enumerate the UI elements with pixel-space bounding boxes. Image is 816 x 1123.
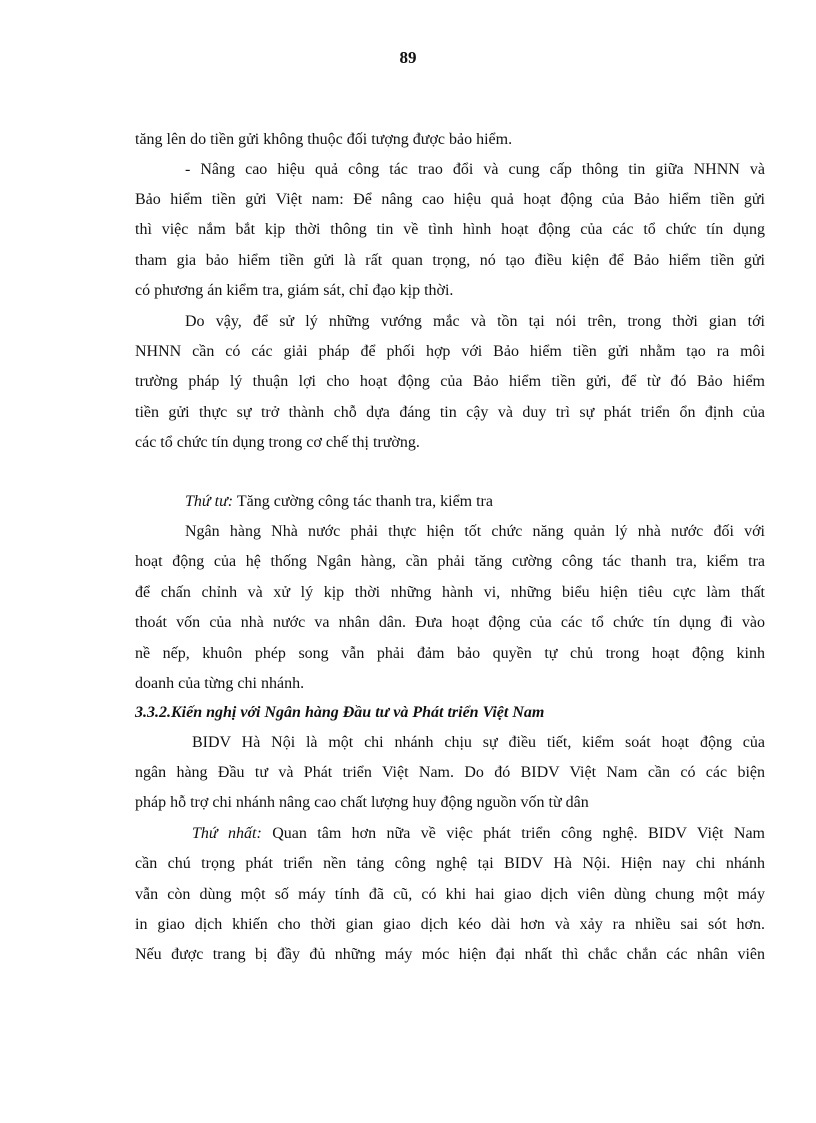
- text-line: pháp hỗ trợ chi nhánh nâng cao chất lượng huy động nguồn vốn từ dân: [135, 794, 589, 811]
- text-line: Do vậy, để sử lý những vướng mắc và tồn tại nói trên, trong thời gian tới: [185, 313, 765, 330]
- text-line: Nếu được trang bị đầy đủ những máy móc hiện đại nhất thì chắc chắn các nhân viên: [135, 946, 765, 963]
- text-line: cần chú trọng phát triển nền tảng công nghệ tại BIDV Hà Nội. Hiện nay chi nhánh: [135, 855, 765, 872]
- text-line: trường pháp lý thuận lợi cho hoạt động của Bảo hiểm tiền gửi, để từ đó Bảo hiểm: [135, 373, 765, 390]
- subheading-text: Tăng cường công tác thanh tra, kiểm tra: [233, 493, 493, 510]
- text-line: hoạt động của hệ thống Ngân hàng, cần phải tăng cường công tác thanh tra, kiểm tra: [135, 553, 765, 570]
- text-line: có phương án kiểm tra, giám sát, chỉ đạo kịp thời.: [135, 282, 454, 299]
- text-line: thì việc nắm bắt kịp thời thông tin về tình hình hoạt động của các tổ chức tín dụng: [135, 221, 765, 238]
- subheading-label: Thứ tư:: [185, 493, 234, 510]
- subheading-line: [185, 493, 493, 511]
- text-line: nề nếp, khuôn phép song vẫn phải đảm bảo quyền tự chủ trong hoạt động kinh: [135, 645, 765, 662]
- text-line: thoát vốn của nhà nước va nhân dân. Đưa hoạt động của các tổ chức tín dụng đi vào: [135, 614, 765, 631]
- text-line: - Nâng cao hiệu quả công tác trao đổi và cung cấp thông tin giữa NHNN và: [185, 161, 765, 178]
- text-line: in giao dịch khiến cho thời gian giao dịch kéo dài hơn và xảy ra nhiều sai sót hơn.: [135, 916, 765, 933]
- text-line: doanh của từng chi nhánh.: [135, 675, 305, 692]
- text-line: BIDV Hà Nội là một chi nhánh chịu sự điều tiết, kiểm soát hoạt động của: [192, 734, 765, 751]
- text-line: NHNN cần có các giải pháp để phối hợp với Bảo hiểm tiền gửi nhằm tạo ra môi: [135, 343, 765, 360]
- text-line: Bảo hiểm tiền gửi Việt nam: Để nâng cao hiệu quả hoạt động của Bảo hiểm tiền gửi: [135, 191, 765, 208]
- section-heading: 3.3.2.Kiến nghị với Ngân hàng Đầu tư và Phát triển Việt Nam: [135, 704, 545, 721]
- text-line: tăng lên do tiền gửi không thuộc đối tượng được bảo hiểm.: [135, 131, 513, 148]
- paragraph-label: Thứ nhất:: [192, 825, 262, 842]
- text-line: tham gia bảo hiểm tiền gửi là rất quan trọng, nó tạo điều kiện để Bảo hiểm tiền gửi: [135, 252, 765, 269]
- text-line: vẫn còn dùng một số máy tính đã cũ, có khi hai giao dịch viên dùng chung một máy: [135, 886, 765, 903]
- text-line: [192, 825, 765, 843]
- text-line: để chấn chỉnh và xử lý kịp thời những hành vi, những biểu hiện tiêu cực làm thất: [135, 584, 765, 601]
- page-number: 89: [399, 48, 417, 67]
- text-line: Ngân hàng Nhà nước phải thực hiện tốt chức năng quản lý nhà nước đối với: [185, 523, 765, 540]
- paragraph-text: Quan tâm hơn nữa về việc phát triển công nghệ. BIDV Việt Nam: [261, 825, 766, 842]
- text-line: ngân hàng Đầu tư và Phát triển Việt Nam. Do đó BIDV Việt Nam cần có các biện: [135, 764, 765, 781]
- text-line: các tổ chức tín dụng trong cơ chế thị trường.: [135, 434, 420, 451]
- text-line: tiền gửi thực sự trở thành chỗ dựa đáng tin cậy và duy trì sự phát triển ổn định của: [135, 404, 765, 421]
